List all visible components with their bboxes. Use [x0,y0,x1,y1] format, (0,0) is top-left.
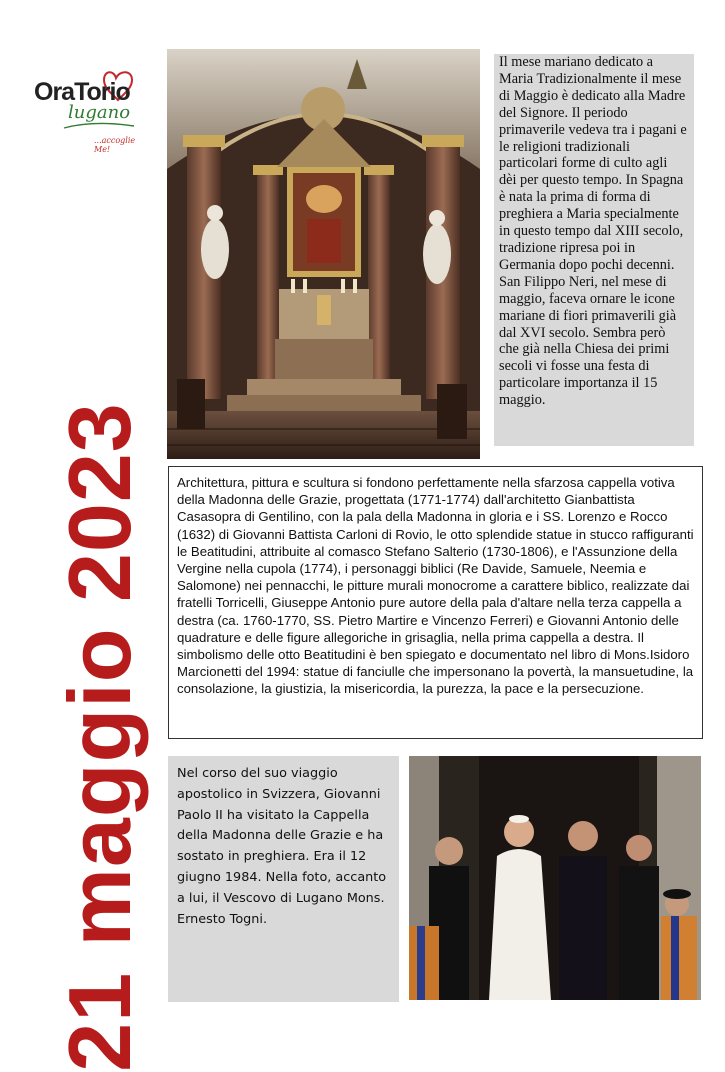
pope-visit-photo [409,756,701,1000]
logo-word-oratorio: OraTorio [34,78,130,106]
mese-mariano-paragraph: Il mese mariano dedicato a Maria Tradizionalmente il mese di Maggio è dedicato alla Madre del Signore. Il periodo primaverile vedeva tra i pagani e le religioni tradizionali particolari forme di culto agli dèi per questo tempo. In Spagna è nata la prima di forma di preghiera a Maria specialmente in questo tempo dal XIII secolo, tradizione ripresa poi in Germania dopo pochi decenni. San Filippo Neri, nel mese di maggio, faceva ornare le icone mariane di fiori primaverili già dal XVI secolo. Sembra però che già nella Chiesa dei primi secoli vi fosse una festa di particolare importanza il 15 maggio. [499,54,687,409]
mese-mariano-text-box [494,54,694,446]
vertical-date-area [45,402,155,1072]
architettura-text-box [168,466,703,739]
vertical-date: 21 maggio 2023 [50,402,149,1072]
viaggio-papa-text-box [168,756,399,1002]
altar-photo [167,49,480,459]
viaggio-papa-paragraph: Nel corso del suo viaggio apostolico in Svizzera, Giovanni Paolo II ha visitato la Cappella della Madonna delle Grazie e ha sostato in preghiera. Era il 12 giugno 1984. Nella foto, accanto a lui, il Vescovo di Lugano Mons. Ernesto Togni. [177,766,387,927]
logo-tagline: ...accoglie Me! [94,136,136,154]
architettura-paragraph: Architettura, pittura e scultura si fondono perfettamente nella sfarzosa cappella votiva della Madonna delle Grazie, progettata (1771-1774) dall'architetto Gianbattista Casasopra di Gentilino, con la pala della Madonna in gloria e i SS. Lorenzo e Rocco (1632) di Giovanni Battista Carloni di Rovio, le otto splendide statue in stucco raffiguranti le Beatitudini, attribuite al comasco Stefano Salterio (1730-1806), e l'Assunzione della Vergine nella cupola (1774), i personaggi biblici (Re Davide, Samuele, Neemia e Salomone) nei pennacchi, le pitture murali monocrome a carattere biblico, realizzate dai fratelli Torricelli, Giuseppe Antonio pure autore della pala d'altare nella terza cappella a destra (ca. 1760-1770, SS. Pietro Martire e Vincenzo Ferreri) e Giovanni Antonio delle quadrature e delle figure allegoriche in grisaglia, nella prima cappella a destra. Il simbolismo delle otto Beatitudini è ben spiegato e documentato nel libro di Mons.Isidoro Marcionetti del 1994: statue di fanciulle che impersonano la povertà, la mansuetudine, la consolazione, la giustizia, la misericordia, la purezza, la pace e la persecuzione. [177,475,694,697]
logo-word-lugano: lugano [68,102,131,123]
oratorio-lugano-logo [34,68,152,156]
